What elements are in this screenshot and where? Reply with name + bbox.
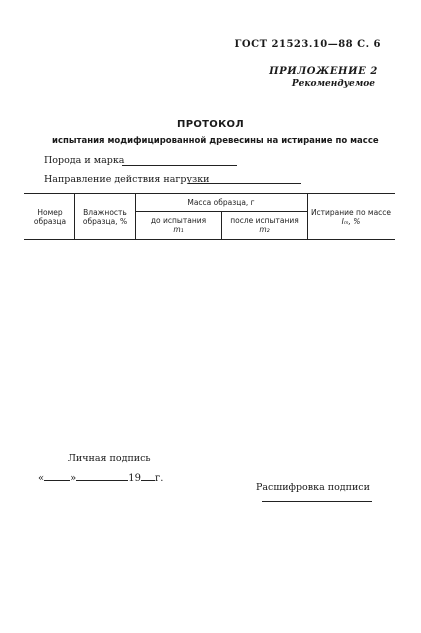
- recommended-label: Рекомендуемое: [291, 79, 375, 89]
- col-header-moisture: Влажность образца, %: [82, 208, 128, 226]
- year-prefix: 19: [128, 473, 141, 484]
- document-reference: ГОСТ 21523.10—88 С. 6: [234, 39, 381, 50]
- table-col-divider: [74, 193, 75, 239]
- appendix-label: ПРИЛОЖЕНИЕ 2: [269, 66, 378, 77]
- date-close-quote: »: [70, 473, 77, 484]
- year-fill-line[interactable]: [141, 471, 155, 481]
- col-header-after-label: после испытания: [230, 216, 299, 225]
- col-header-before-symbol: m₁: [173, 225, 184, 234]
- table-top-border: [24, 193, 395, 194]
- load-direction-label: Направление действия нагрузки: [44, 174, 210, 185]
- signature-decoding-label: Расшифровка подписи: [256, 482, 370, 493]
- protocol-subtitle: испытания модифицированной древесины на истирание по массе: [52, 136, 379, 146]
- signature-decoding-fill-line[interactable]: [262, 501, 372, 502]
- breed-label: Порода и марка: [44, 155, 125, 166]
- table-col-divider: [307, 193, 308, 239]
- col-header-abrasion-symbol: Iₘ, %: [341, 217, 361, 226]
- day-fill-line[interactable]: [44, 471, 70, 481]
- year-suffix: г.: [154, 473, 164, 484]
- table-header-bottom-border: [24, 239, 395, 240]
- col-header-after-symbol: m₂: [259, 225, 270, 234]
- personal-signature-label: Личная подпись: [68, 453, 151, 464]
- col-header-before-label: до испытания: [150, 216, 207, 225]
- col-header-sample-number: Номер образца: [33, 208, 67, 226]
- col-header-mass-group: Масса образца, г: [187, 198, 255, 207]
- month-fill-line[interactable]: [76, 471, 128, 481]
- load-direction-fill-line[interactable]: [188, 183, 301, 184]
- protocol-title: ПРОТОКОЛ: [177, 119, 244, 130]
- col-header-before: [136, 216, 221, 234]
- date-open-quote: «: [38, 473, 45, 484]
- breed-fill-line[interactable]: [122, 165, 237, 166]
- col-header-abrasion-label: Истирание по массе: [310, 208, 392, 217]
- date-field: [38, 471, 163, 484]
- col-header-after: [222, 216, 307, 234]
- col-header-abrasion: [310, 208, 392, 226]
